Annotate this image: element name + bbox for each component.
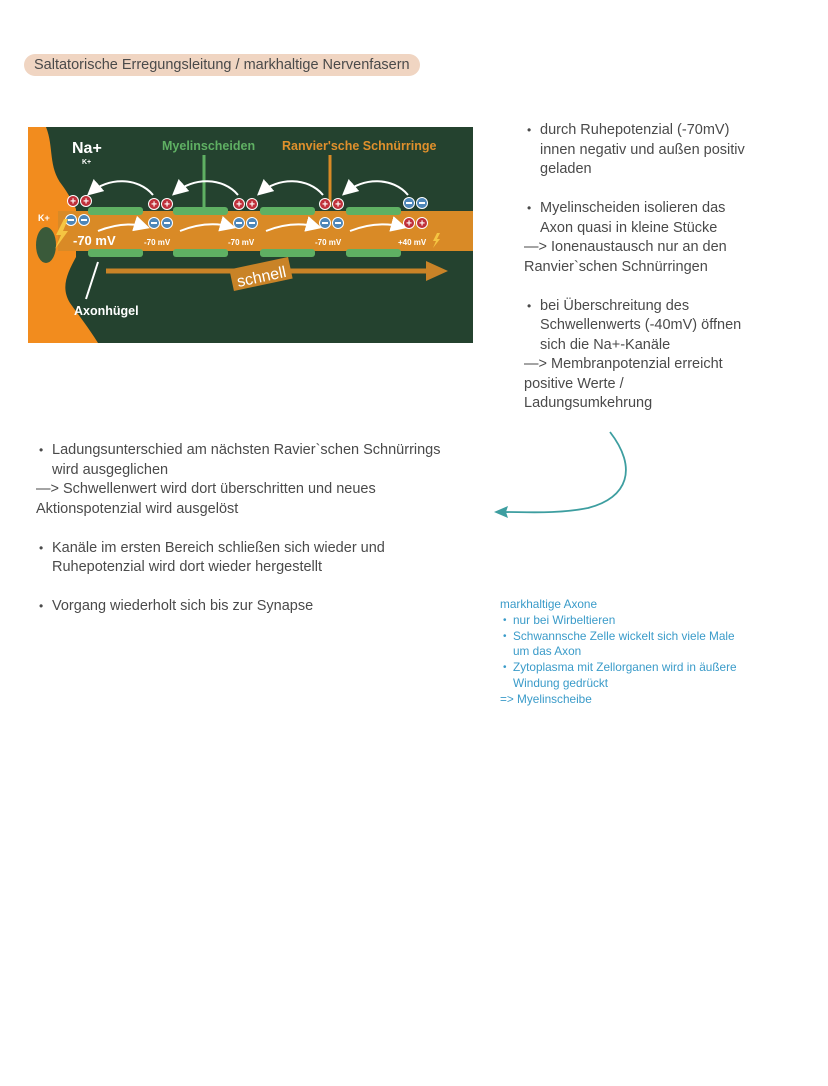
k-label-left: K+ xyxy=(38,213,50,223)
note-arrow-line: Ladungsumkehrung xyxy=(524,395,653,411)
svg-text:+: + xyxy=(419,218,425,230)
myelin-sheath xyxy=(346,249,401,257)
note-arrow-line: —> Schwellenwert wird dort überschritten und neues xyxy=(36,481,376,497)
k-label-top: K+ xyxy=(82,159,92,166)
axon-hillock-label: Axonhügel xyxy=(74,304,139,318)
note-arrow-line: —> Membranpotenzial erreicht xyxy=(524,356,723,372)
blue-side-notes xyxy=(500,597,770,708)
note-bullet: • Schwannsche Zelle wickelt sich viele Male um das Axon xyxy=(500,629,770,661)
potential-label: -70 mV xyxy=(73,233,116,248)
note-bullet: • Ladungsunterschied am nächsten Ravier`schen Schnürrings wird ausgeglichen xyxy=(36,441,476,480)
svg-text:+: + xyxy=(406,218,412,230)
svg-text:+: + xyxy=(335,199,341,211)
note-arrow-line: Aktionspotenzial wird ausgelöst xyxy=(36,500,239,517)
myelin-sheath xyxy=(88,249,143,257)
myelin-label: Myelinscheiden xyxy=(162,139,256,153)
blue-notes-heading: markhaltige Axone xyxy=(500,597,598,611)
note-bullet: • Myelinscheiden isolieren das Axon quasi in kleine Stücke xyxy=(524,199,774,238)
myelin-sheath xyxy=(173,207,228,215)
note-bullet: • bei Überschreitung des Schwellenwerts (-40mV) öffnen sich die Na+-Kanäle xyxy=(524,297,774,356)
na-label: Na+ xyxy=(72,140,102,157)
page-title: Saltatorische Erregungsleitung / markhaltige Nervenfasern xyxy=(24,54,420,76)
svg-text:+: + xyxy=(236,199,242,211)
note-bullet: • Zytoplasma mit Zellorganen wird in äußere Windung gedrückt xyxy=(500,660,770,692)
potential-label: -70 mV xyxy=(144,238,171,247)
myelin-sheath xyxy=(260,207,315,215)
myelin-sheath xyxy=(173,249,228,257)
speed-label: schnell xyxy=(235,263,288,291)
svg-text:+: + xyxy=(83,196,89,208)
right-notes xyxy=(524,121,774,414)
potential-label: -70 mV xyxy=(315,238,342,247)
ranvier-label: Ranvier'sche Schnürringe xyxy=(282,139,437,153)
note-bullet: • nur bei Wirbeltieren xyxy=(500,613,770,629)
myelin-sheath xyxy=(346,207,401,215)
svg-text:+: + xyxy=(249,199,255,211)
myelin-sheath xyxy=(260,249,315,257)
note-arrow-line: Ranvier`schen Schnürringen xyxy=(524,258,708,275)
blue-notes-result: => Myelinscheibe xyxy=(500,691,592,706)
curved-arrow-icon xyxy=(488,428,638,528)
note-bullet: • durch Ruhepotenzial (-70mV) innen negativ und außen positiv geladen xyxy=(524,121,774,180)
svg-text:+: + xyxy=(151,199,157,211)
potential-label: +40 mV xyxy=(398,238,427,247)
myelin-sheath xyxy=(88,207,143,215)
svg-text:+: + xyxy=(322,199,328,211)
saltatory-conduction-diagram xyxy=(28,127,473,343)
note-bullet: • Vorgang wiederholt sich bis zur Synapse xyxy=(36,597,476,617)
left-notes xyxy=(36,441,476,617)
potential-label: -70 mV xyxy=(228,238,255,247)
note-arrow-line: positive Werte / xyxy=(524,375,624,392)
note-arrow-line: —> Ionenaustausch nur an den xyxy=(524,239,727,255)
svg-text:+: + xyxy=(164,199,170,211)
svg-text:+: + xyxy=(70,196,76,208)
note-bullet: • Kanäle im ersten Bereich schließen sich wieder und Ruhepotenzial wird dort wieder hergestellt xyxy=(36,539,476,578)
nucleus xyxy=(36,227,56,263)
